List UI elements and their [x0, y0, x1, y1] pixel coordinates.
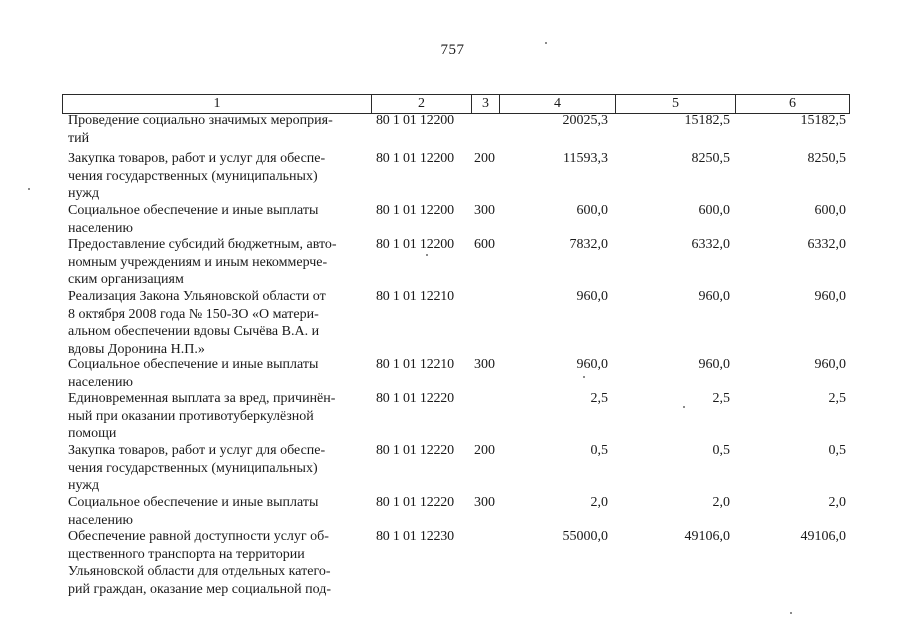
row-code: 80 1 01 12220 — [376, 391, 454, 406]
row-amount-c4: 11593,3 — [563, 151, 608, 166]
row-code: 80 1 01 12200 — [376, 151, 454, 166]
row-description: Единовременная выплата за вред, причинён- ный при оказании противотуберкулёзной помощи — [68, 391, 336, 441]
row-amount-c6: 49106,0 — [800, 529, 846, 544]
row-amount-c4: 960,0 — [576, 357, 608, 372]
row-expense-type: 300 — [474, 495, 495, 510]
row-amount-c6: 2,5 — [828, 391, 846, 406]
row-expense-type: 300 — [474, 357, 495, 372]
row-description: Социальное обеспечение и иные выплаты населению — [68, 495, 319, 528]
column-header-2: 2 — [371, 95, 471, 113]
row-code: 80 1 01 12220 — [376, 495, 454, 510]
row-amount-c5: 0,5 — [712, 443, 730, 458]
row-amount-c4: 20025,3 — [562, 113, 608, 128]
row-amount-c6: 960,0 — [814, 357, 846, 372]
row-code: 80 1 01 12200 — [376, 203, 454, 218]
scan-speck — [790, 612, 792, 614]
scan-speck — [683, 406, 685, 408]
row-amount-c5: 8250,5 — [691, 151, 730, 166]
row-expense-type: 600 — [474, 237, 495, 252]
row-description: Проведение социально значимых мероприя- тий — [68, 113, 333, 146]
row-amount-c4: 55000,0 — [562, 529, 608, 544]
row-expense-type: 200 — [474, 151, 495, 166]
row-amount-c6: 2,0 — [828, 495, 846, 510]
row-description: Реализация Закона Ульяновской области от 8 октября 2008 года № 150-ЗО «О матери- альном обеспечении вдовы Сычёва В.А. и вдовы Доронина Н.П.» — [68, 289, 326, 357]
row-amount-c4: 600,0 — [576, 203, 608, 218]
column-header-4: 4 — [499, 95, 615, 113]
scan-speck — [583, 376, 585, 378]
row-amount-c6: 6332,0 — [807, 237, 846, 252]
row-code: 80 1 01 12200 — [376, 113, 454, 128]
row-expense-type: 300 — [474, 203, 495, 218]
row-description: Предоставление субсидий бюджетным, авто- номным учреждениям и иным некоммерче- ским организациям — [68, 237, 337, 287]
column-header-5: 5 — [615, 95, 735, 113]
row-code: 80 1 01 12220 — [376, 443, 454, 458]
row-amount-c5: 2,0 — [712, 495, 730, 510]
row-amount-c6: 0,5 — [828, 443, 846, 458]
row-amount-c4: 7832,0 — [569, 237, 608, 252]
row-amount-c5: 49106,0 — [684, 529, 730, 544]
row-amount-c6: 960,0 — [814, 289, 846, 304]
scan-speck — [426, 254, 428, 256]
row-amount-c4: 2,0 — [590, 495, 608, 510]
row-amount-c6: 15182,5 — [800, 113, 846, 128]
row-amount-c4: 960,0 — [576, 289, 608, 304]
row-code: 80 1 01 12210 — [376, 289, 454, 304]
row-amount-c6: 600,0 — [814, 203, 846, 218]
row-description: Социальное обеспечение и иные выплаты населению — [68, 203, 319, 236]
scan-speck — [28, 188, 30, 190]
row-code: 80 1 01 12210 — [376, 357, 454, 372]
row-description: Обеспечение равной доступности услуг об- щественного транспорта на территории Ульяновской области для отдельных катего- рий граждан, оказание мер социальной под- — [68, 529, 332, 597]
table-header — [62, 94, 850, 114]
row-description: Социальное обеспечение и иные выплаты населению — [68, 357, 319, 390]
row-amount-c6: 8250,5 — [807, 151, 846, 166]
row-amount-c5: 2,5 — [712, 391, 730, 406]
row-description: Закупка товаров, работ и услуг для обеспе- чения государственных (муниципальных) нужд — [68, 443, 326, 493]
column-header-1: 1 — [213, 96, 221, 111]
row-amount-c5: 6332,0 — [691, 237, 730, 252]
row-code: 80 1 01 12200 — [376, 237, 454, 252]
row-expense-type: 200 — [474, 443, 495, 458]
row-amount-c4: 0,5 — [590, 443, 608, 458]
row-amount-c5: 600,0 — [698, 203, 730, 218]
row-code: 80 1 01 12230 — [376, 529, 454, 544]
row-amount-c5: 15182,5 — [684, 113, 730, 128]
row-amount-c5: 960,0 — [698, 357, 730, 372]
row-amount-c5: 960,0 — [698, 289, 730, 304]
column-header-6: 6 — [735, 95, 849, 113]
row-description: Закупка товаров, работ и услуг для обеспе- чения государственных (муниципальных) нужд — [68, 151, 326, 201]
column-header-3: 3 — [471, 95, 499, 113]
row-amount-c4: 2,5 — [590, 391, 608, 406]
page-number: 757 — [440, 42, 465, 58]
scan-speck — [545, 42, 547, 44]
